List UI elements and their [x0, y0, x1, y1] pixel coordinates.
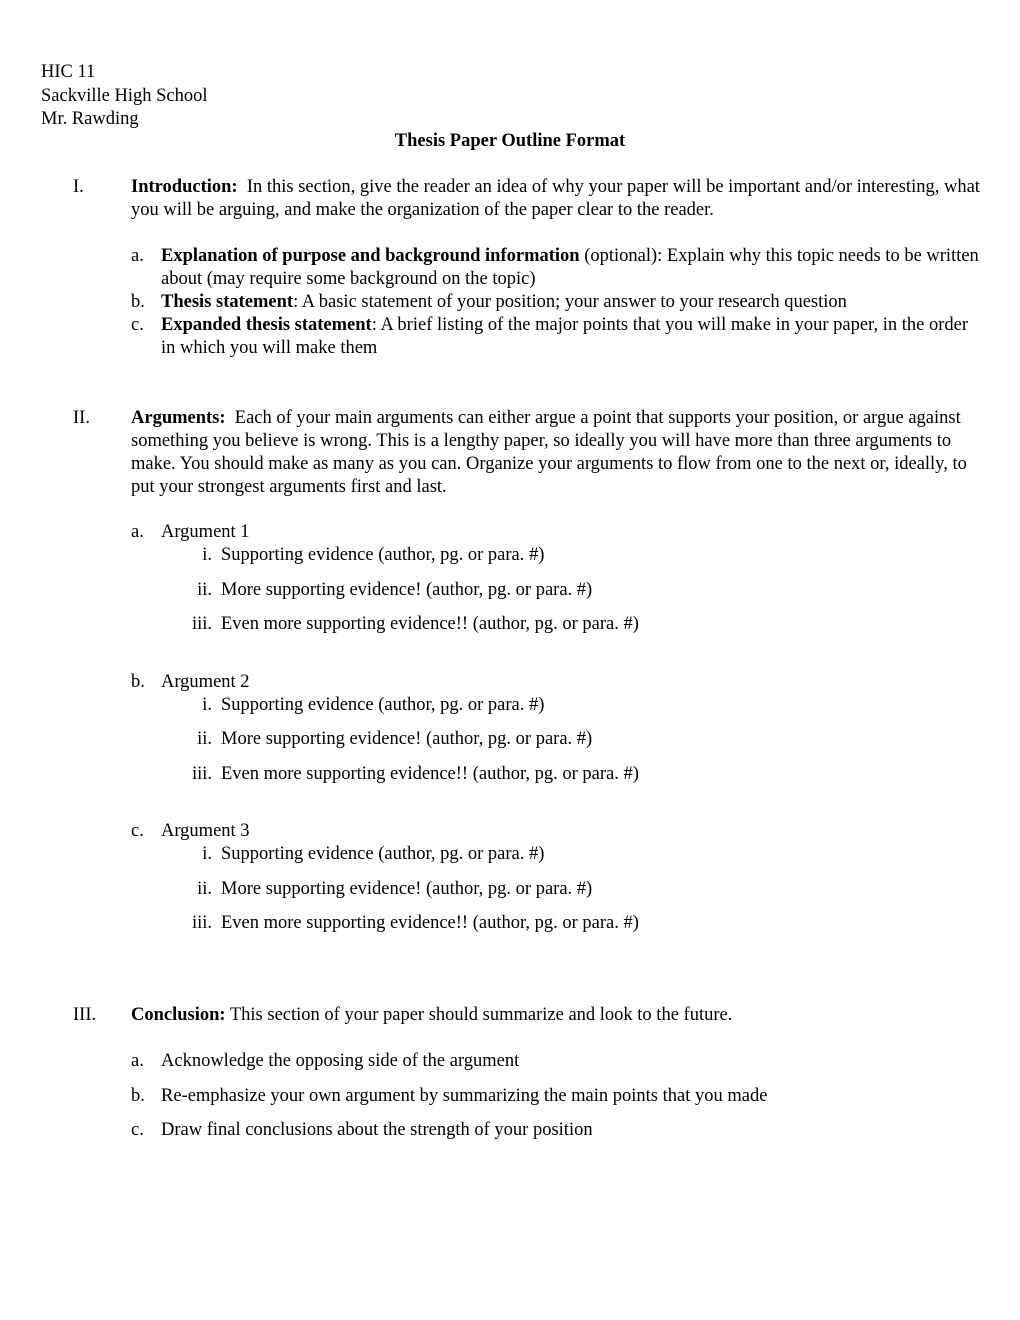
item-text: Acknowledge the opposing side of the argument [161, 1051, 520, 1071]
item-text: : A basic statement of your position; your answer to your research question [293, 292, 847, 312]
argument-label: Argument 2 [161, 672, 250, 692]
item-term: Expanded thesis statement [161, 315, 372, 335]
evidence-numeral: i. [202, 844, 212, 864]
argument-label: Argument 3 [161, 821, 250, 841]
item-term: Explanation of purpose and background information [161, 246, 580, 266]
item-text: : A brief listing of the major points that you will make in your paper, in the order in which you will make them [161, 315, 969, 358]
evidence-text: Even more supporting evidence!! (author, pg. or para. #) [221, 614, 639, 634]
school-name: Sackville High School [41, 85, 208, 106]
teacher-name: Mr. Rawding [41, 109, 139, 129]
section-description: In this section, give the reader an idea of why your paper will be important and/or interesting, what you will be arguing, and make the organization of the paper clear to the reader. [131, 177, 980, 220]
evidence-text: Even more supporting evidence!! (author, pg. or para. #) [221, 764, 639, 784]
section-heading: Arguments: [131, 408, 226, 428]
section-heading: Introduction: [131, 177, 238, 197]
course-code: HIC 11 [41, 62, 96, 82]
section-numeral: III. [73, 1005, 97, 1025]
evidence-text: More supporting evidence! (author, pg. or para. #) [221, 879, 593, 899]
evidence-numeral: i. [202, 695, 212, 715]
evidence-numeral: i. [202, 545, 212, 565]
evidence-numeral: iii. [191, 764, 212, 784]
evidence-numeral: ii. [197, 729, 212, 749]
evidence-text: Supporting evidence (author, pg. or para. #) [221, 695, 545, 715]
evidence-numeral: iii. [191, 614, 212, 634]
evidence-text: Even more supporting evidence!! (author, pg. or para. #) [221, 913, 639, 933]
document-header [41, 61, 207, 132]
evidence-text: Supporting evidence (author, pg. or para. #) [221, 844, 545, 864]
item-letter: c. [131, 315, 144, 335]
page-title: Thesis Paper Outline Format [394, 131, 626, 151]
item-letter: b. [131, 1086, 145, 1106]
item-letter: c. [131, 821, 144, 841]
argument-label: Argument 1 [161, 522, 250, 542]
section-intro-text [131, 176, 981, 222]
section-description: Each of your main arguments can either argue a point that supports your position, or argue against something you believe is wrong. This is a lengthy paper, so ideally you will have more than three arguments to make. You should make as many as you can. Organize your arguments to flow from one to the next or, ideally, to put your strongest arguments first and last. [131, 408, 967, 497]
item-text: Draw final conclusions about the strength of your position [161, 1120, 593, 1140]
item-letter: c. [131, 1120, 144, 1140]
evidence-numeral: iii. [191, 913, 212, 933]
item-text: (optional): Explain why this topic needs to be written about (may require some background on the topic) [161, 246, 979, 289]
section-numeral: I. [73, 177, 84, 197]
section-description: This section of your paper should summarize and look to the future. [225, 1005, 733, 1025]
item-letter: a. [131, 1051, 144, 1071]
evidence-numeral: ii. [197, 879, 212, 899]
section-arguments-text [131, 407, 981, 499]
section-numeral: II. [73, 408, 90, 428]
item-term: Thesis statement [161, 292, 294, 312]
section-conclusion-text [131, 1004, 981, 1027]
evidence-text: More supporting evidence! (author, pg. or para. #) [221, 580, 593, 600]
item-letter: a. [131, 522, 144, 542]
item-text: Re-emphasize your own argument by summarizing the main points that you made [161, 1086, 768, 1106]
evidence-numeral: ii. [197, 580, 212, 600]
evidence-text: More supporting evidence! (author, pg. or para. #) [221, 729, 593, 749]
item-letter: b. [131, 292, 145, 312]
section-heading: Conclusion: [131, 1005, 226, 1025]
evidence-text: Supporting evidence (author, pg. or para. #) [221, 545, 545, 565]
item-letter: a. [131, 246, 144, 266]
item-letter: b. [131, 672, 145, 692]
